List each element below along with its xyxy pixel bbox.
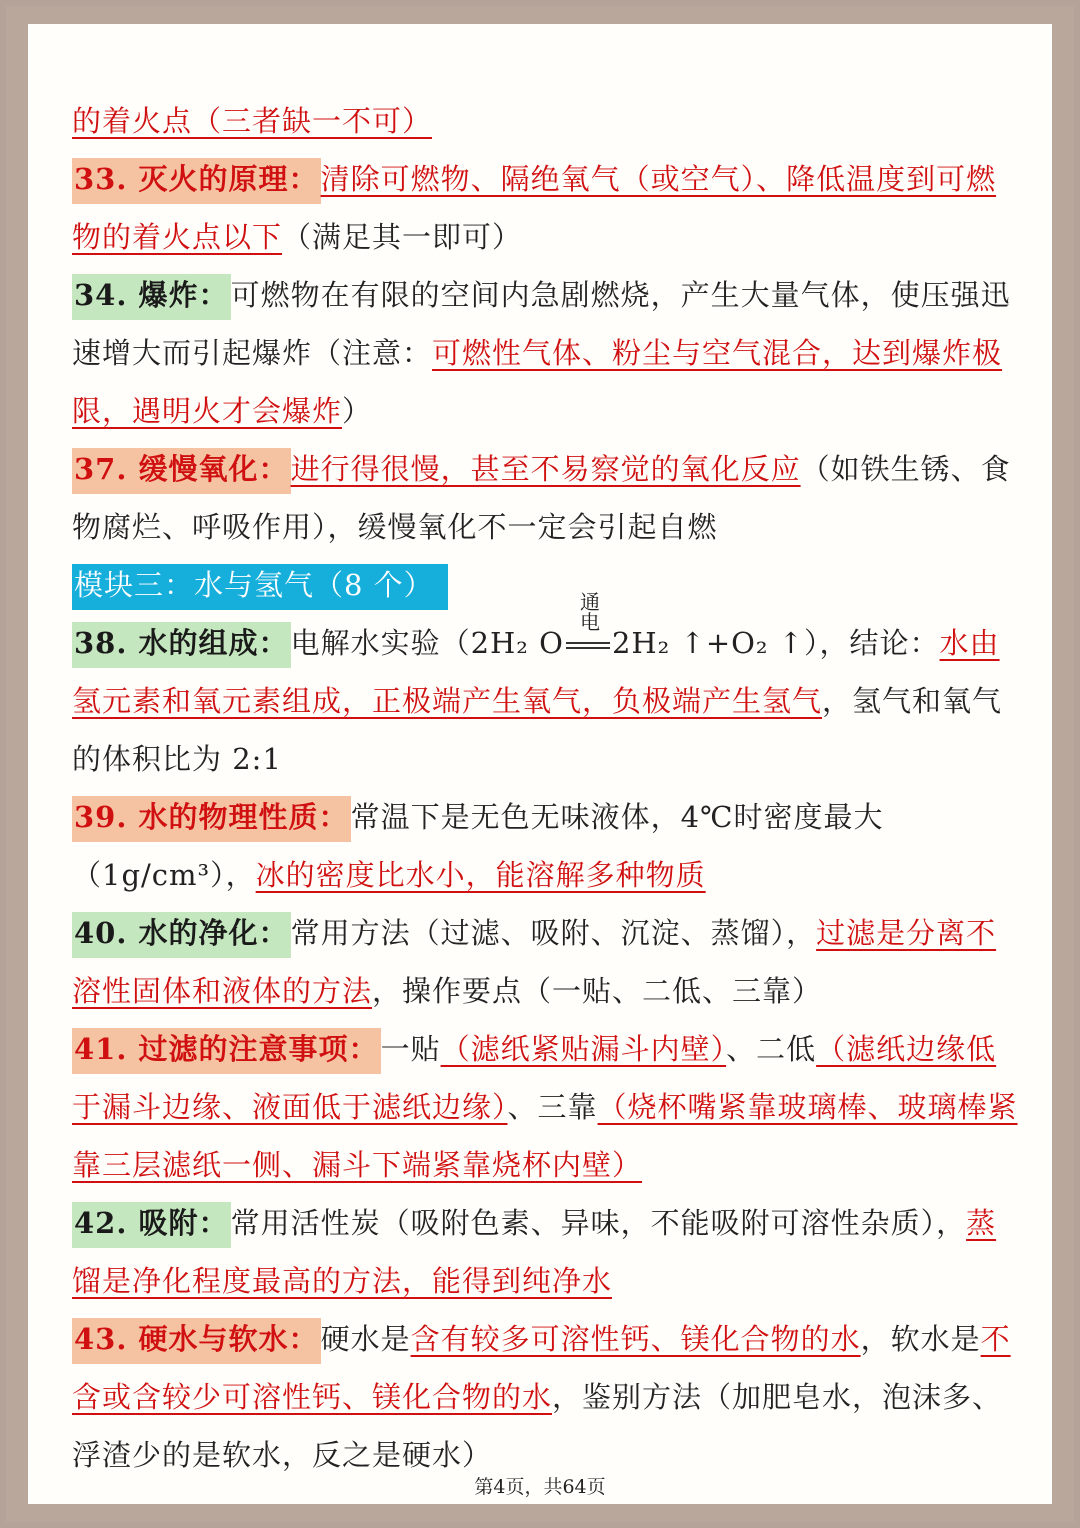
item-34	[72, 266, 1020, 440]
plain-text: 2H₂ ↑+O₂ ↑），结论：	[611, 626, 940, 660]
item-label: 41. 过滤的注意事项：	[72, 1028, 381, 1074]
plain-text: ）	[342, 394, 373, 428]
plain-text: ，操作要点（一贴、二低、三靠）	[372, 974, 823, 1008]
item-39	[72, 788, 1020, 904]
reaction-arrow	[564, 590, 612, 672]
item-38	[72, 590, 1020, 788]
item-42	[72, 1194, 1020, 1310]
plain-text: 常用方法（过滤、吸附、沉淀、蒸馏），	[290, 916, 817, 950]
plain-text: 可燃物在有限的空间内急剧燃烧，产生大量气体，使压强迅速增大而引起爆炸（注意：	[72, 278, 1011, 370]
underlined-text: （烧杯嘴紧靠玻璃棒、玻璃棒紧靠三层滤纸一侧、漏斗下端紧靠烧杯内壁）	[72, 1090, 1018, 1182]
underlined-text: 含有较多可溶性钙、镁化合物的水	[410, 1322, 861, 1356]
module-title: 模块三：水与氢气（8 个）	[72, 564, 448, 610]
double-line-icon	[566, 642, 610, 649]
underlined-text: 蒸馏是净化程度最高的方法，能得到纯净水	[72, 1206, 997, 1298]
plain-text: 、二低	[726, 1032, 817, 1066]
plain-text: 电解水实验（2H₂ O	[290, 626, 564, 660]
plain-text: 常用活性炭（吸附色素、异味，不能吸附可溶性杂质），	[230, 1206, 967, 1240]
plain-text: ，鉴别方法（加肥皂水，泡沫多、浮渣少的是软水，反之是硬水）	[72, 1380, 1003, 1472]
underlined-text: （滤纸紧贴漏斗内壁）	[440, 1032, 727, 1066]
item-label: 39. 水的物理性质：	[72, 796, 351, 842]
item-41	[72, 1020, 1020, 1194]
underlined-text: 的着火点（三者缺一不可）	[72, 104, 433, 138]
plain-text: 、三靠	[507, 1090, 598, 1124]
underlined-text: 过滤是分离不溶性固体和液体的方法	[72, 916, 997, 1008]
item-label: 33. 灭火的原理：	[72, 158, 321, 204]
item-label: 34. 爆炸：	[72, 274, 231, 320]
item-label: 38. 水的组成：	[72, 622, 291, 668]
reaction-condition: 通电	[579, 590, 601, 634]
plain-text: ，氢气和氧气的体积比为 2:1	[72, 684, 1003, 776]
page-content	[72, 92, 1020, 1484]
page-number: 第4页，共64页	[474, 1476, 606, 1498]
line-continued	[72, 92, 1020, 150]
plain-text: 一贴	[380, 1032, 441, 1066]
item-label: 42. 吸附：	[72, 1202, 231, 1248]
underlined-text: 可燃性气体、粉尘与空气混合，达到爆炸极限，遇明火才会爆炸	[72, 336, 1003, 428]
page-paper	[28, 24, 1052, 1504]
item-33	[72, 150, 1020, 266]
item-43	[72, 1310, 1020, 1484]
plain-text: 硬水是	[320, 1322, 411, 1356]
underlined-text: 清除可燃物、隔绝氧气（或空气）、降低温度到可燃物的着火点以下	[72, 162, 997, 254]
underlined-text: 不含或含较少可溶性钙、镁化合物的水	[72, 1322, 1011, 1414]
module-heading	[72, 556, 1020, 614]
item-label: 43. 硬水与软水：	[72, 1318, 321, 1364]
underlined-text: 冰的密度比水小，能溶解多种物质	[255, 858, 706, 892]
plain-text: 常温下是无色无味液体，4℃时密度最大（1g/cm³），	[72, 800, 884, 892]
plain-text: （如铁生锈、食物腐烂、呼吸作用），缓慢氧化不一定会引起自燃	[72, 452, 1011, 544]
item-label: 40. 水的净化：	[72, 912, 291, 958]
item-label: 37. 缓慢氧化：	[72, 448, 291, 494]
item-37	[72, 440, 1020, 556]
underlined-text: 进行得很慢，甚至不易察觉的氧化反应	[290, 452, 801, 486]
plain-text: （满足其一即可）	[282, 220, 523, 254]
plain-text: ，软水是	[860, 1322, 981, 1356]
underlined-text: （滤纸边缘低于漏斗边缘、液面低于滤纸边缘）	[72, 1032, 997, 1124]
underlined-text: 水由氢元素和氧元素组成，正极端产生氧气，负极端产生氢气	[72, 626, 1000, 718]
item-40	[72, 904, 1020, 1020]
